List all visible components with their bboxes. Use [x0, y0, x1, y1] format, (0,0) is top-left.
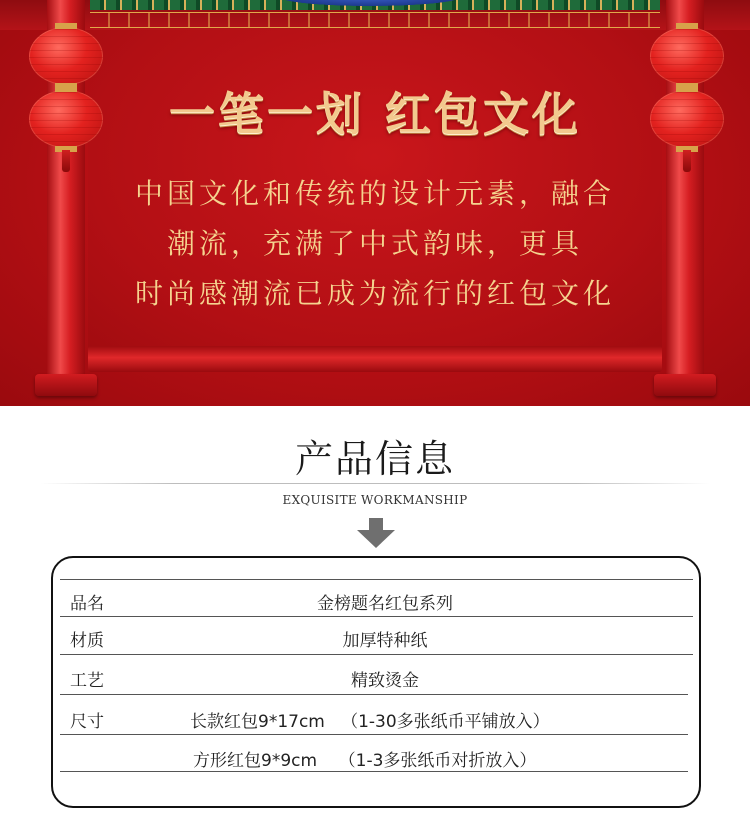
- table-row-value: 加厚特种纸: [342, 631, 428, 651]
- hero-banner: [0, 0, 750, 406]
- section-title: 产品信息: [294, 437, 455, 481]
- table-divider: [60, 579, 693, 580]
- title-divider: [40, 483, 710, 484]
- banner-headline: [0, 78, 750, 144]
- table-row-value: 长款红包9*17cm （1-30多张纸币平铺放入）: [190, 712, 550, 732]
- table-row-label: 品名: [70, 594, 104, 614]
- table-row-value: 精致烫金: [351, 671, 419, 691]
- table-row-label: 工艺: [70, 671, 104, 691]
- table-divider: [60, 654, 693, 655]
- fret-pattern: [90, 12, 660, 28]
- lantern-icon: [29, 27, 103, 85]
- description-line-2: 潮流，充满了中式韵味，更具: [166, 227, 583, 260]
- tassel-icon: [62, 150, 70, 172]
- description-line-1: 中国文化和传统的设计元素，融合: [134, 177, 615, 210]
- scroll-rod: [88, 346, 662, 372]
- table-divider: [60, 734, 688, 735]
- table-divider: [60, 616, 693, 617]
- table-row-label: 材质: [70, 631, 104, 651]
- table-divider: [60, 771, 688, 772]
- section-subtitle: EXQUISITE WORKMANSHIP: [282, 493, 468, 507]
- table-divider: [60, 694, 688, 695]
- tassel-icon: [683, 150, 691, 172]
- table-row-label: 尺寸: [70, 712, 104, 732]
- description-line-3: 时尚感潮流已成为流行的红包文化: [134, 277, 615, 310]
- headline-part-1: 一笔一划: [169, 87, 365, 141]
- down-arrow-icon: [357, 518, 395, 548]
- left-pillar-base: [35, 374, 97, 396]
- lantern-icon: [650, 27, 724, 85]
- right-pillar-base: [654, 374, 716, 396]
- headline-part-2: 红包文化: [385, 87, 581, 141]
- table-row-value: 金榜题名红包系列: [317, 594, 453, 614]
- table-row-value: 方形红包9*9cm （1-3多张纸币对折放入）: [193, 751, 537, 771]
